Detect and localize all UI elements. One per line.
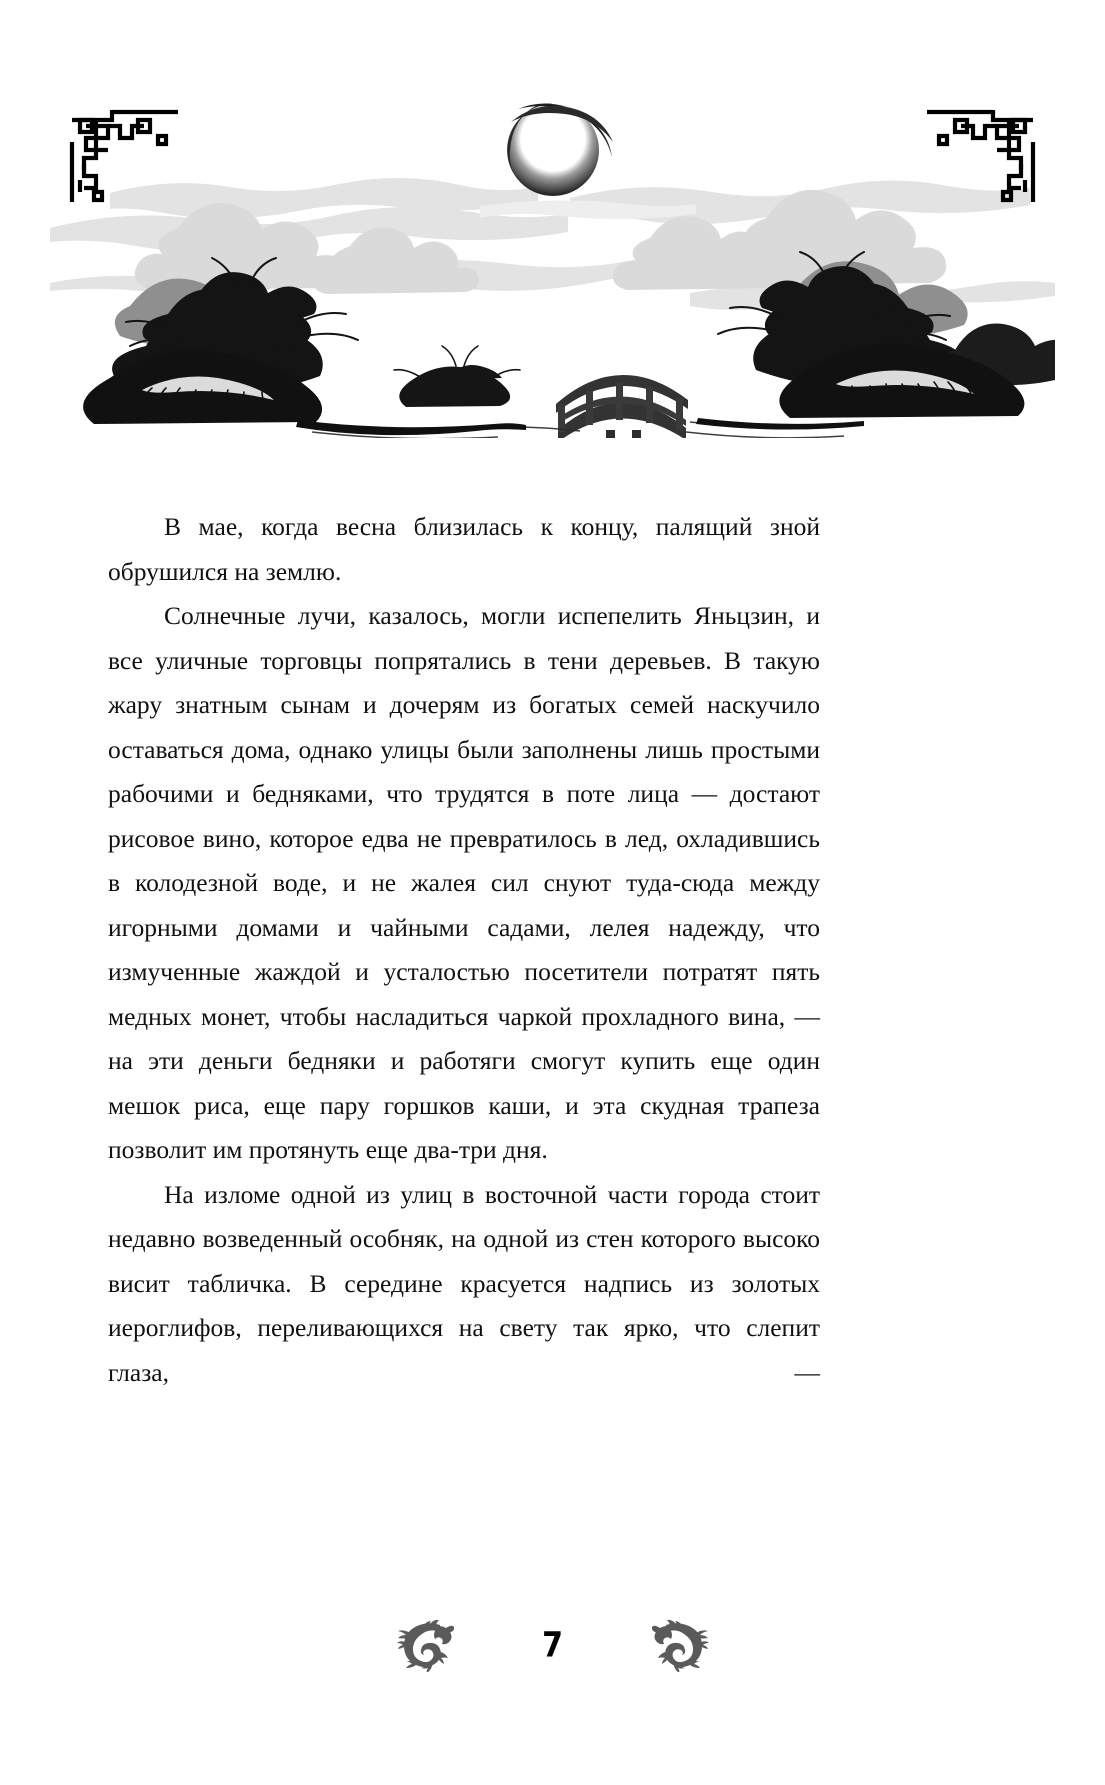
chinese-fret-corner-icon <box>50 80 180 205</box>
island-shrubs <box>394 346 520 407</box>
page-footer <box>0 1600 1105 1690</box>
paragraph: В мае, когда весна близилась к концу, палящий зной обрушился на землю. <box>108 512 820 586</box>
arched-bridge <box>556 375 688 438</box>
page-body-text <box>108 505 820 1395</box>
dragon-ornament-icon <box>396 1618 454 1672</box>
page-number: 7 <box>542 1624 563 1666</box>
chinese-fret-corner-mirrored-icon <box>925 80 1055 205</box>
paragraph: Солнечные лучи, казалось, могли испепелить Яньцзин, и все уличные торговцы попрятались в тени деревьев. В такую жару знатным сынам и дочерям из богатых семей наскучило оставаться дома, однако улицы были заполнены лишь простыми рабочими и бедняками, что трудятся в поте лица — достают рисовое вино, которое едва не превратилось в лед, охладившись в колодезной воде, и не жалея сил снуют туда-сюда между игорными домами и чайными садами, лелея надежду, что измученные жаждой и усталостью посетители потратят пять медных монет, чтобы насладиться чаркой прохладного вина, — на эти деньги бедняки и работяги смогут купить еще один мешок риса, еще пару горшков каши, и эта скудная трапеза позволит им протянуть еще два-три дня. <box>108 601 820 1164</box>
chapter-illustration <box>50 78 1055 438</box>
dragon-ornament-mirrored-icon <box>652 1618 710 1672</box>
paragraph: На изломе одной из улиц в восточной части города стоит недавно возведенный особняк, на одной из стен которого высоко висит табличка. В середине красуется надпись из золотых иероглифов, переливающихся на свету так ярко, что слепит глаза, — <box>108 1179 820 1387</box>
moon-crescent-brush <box>507 104 613 197</box>
